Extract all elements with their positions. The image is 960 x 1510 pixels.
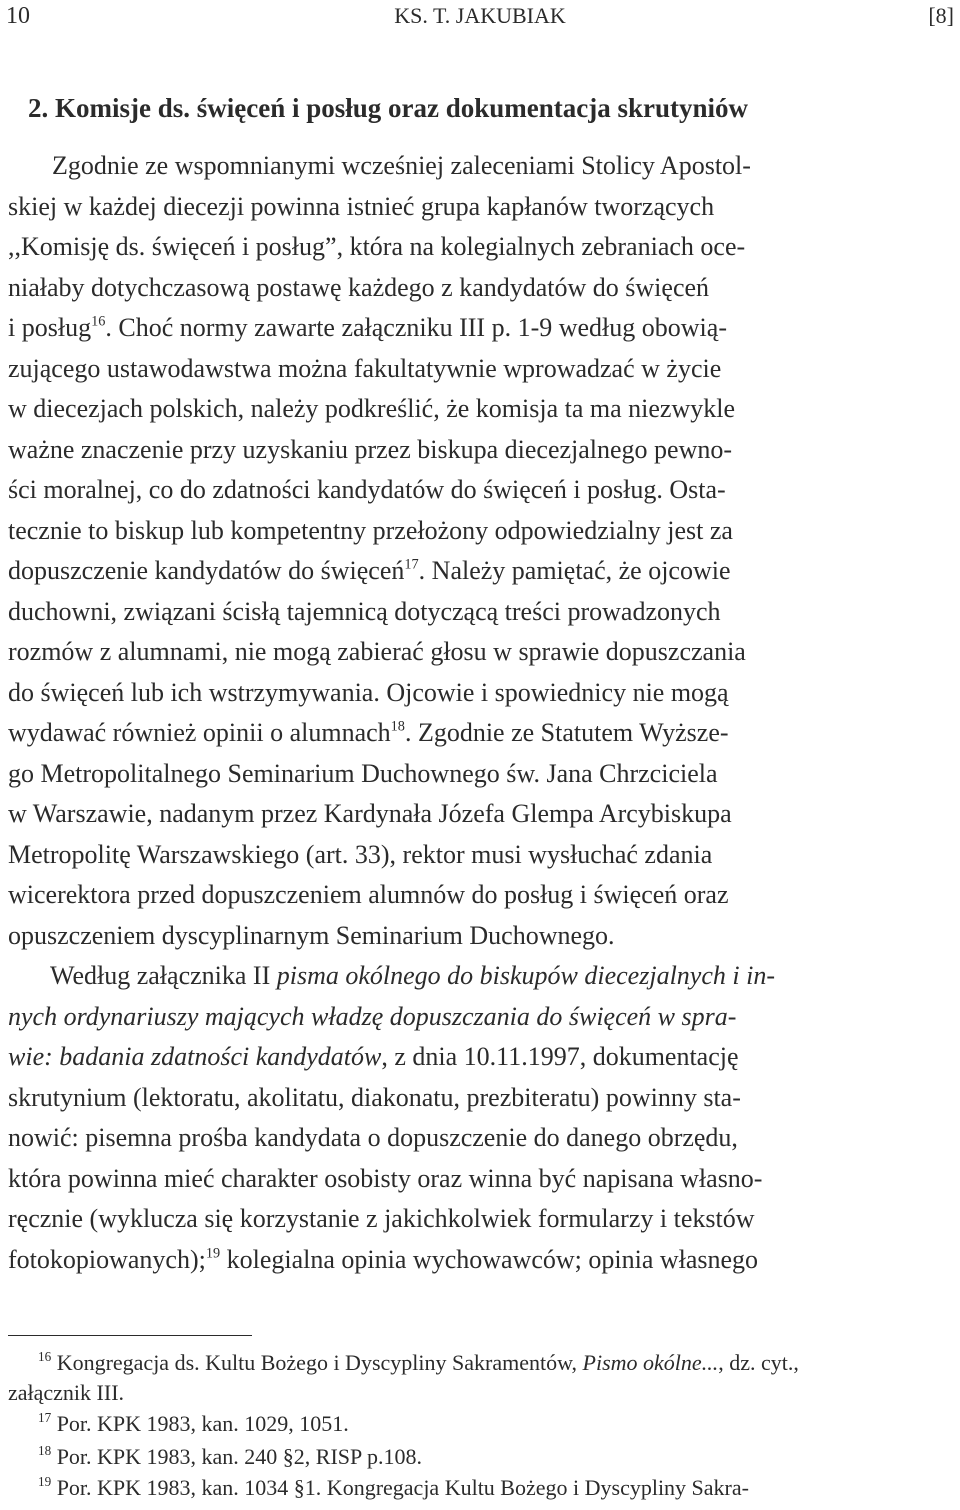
body-line: Według załącznika II pisma okólnego do biskupów diecezjalnych i in- — [50, 961, 775, 990]
body-line: go Metropolitalnego Seminarium Duchownego św. Jana Chrzciciela — [8, 758, 718, 788]
body-line: i posług$^{16}$. Choć normy zawarte załączniku III p. 1-9 według obowią- — [8, 313, 727, 342]
footnote-16: $^{16}$ Kongregacja ds. Kultu Bożego i Dyscypliny Sakramentów, Pismo okólne..., dz. cyt., — [38, 1348, 799, 1375]
body-line: dopuszczenie kandydatów do święceń$^{17}$. Należy pamiętać, że ojcowie — [8, 556, 731, 585]
body-line: skrutynium (lektoratu, akolitatu, diakonatu, prezbiteratu) powinny sta- — [8, 1082, 741, 1112]
body-line: ręcznie (wyklucza się korzystanie z jakichkolwiek formularzy i tekstów — [8, 1204, 755, 1233]
body-line: duchowni, związani ścisłą tajemnicą dotyczącą treści prowadzonych — [8, 596, 721, 626]
body-line: ważne znaczenie przy uzyskaniu przez biskupa diecezjalnego pewno- — [8, 434, 733, 464]
section-title: 2. Komisje ds. święceń i posług oraz dokumentacja skrutyniów — [28, 93, 749, 123]
section-number: [8] — [928, 3, 954, 28]
body-line: w diecezjach polskich, należy podkreślić, że komisja ta ma niezwykle — [8, 394, 735, 423]
body-line: ,,Komisję ds. święceń i posług”, która na kolegialnych zebraniach oce- — [8, 232, 746, 261]
body-line: rozmów z alumnami, nie mogą zabierać głosu w sprawie dopuszczania — [8, 637, 746, 666]
running-head-author: KS. T. JAKUBIAK — [394, 3, 566, 28]
body-line: opuszczeniem dyscyplinarnym Seminarium Duchownego. — [8, 920, 615, 950]
body-line: skiej w każdej diecezji powinna istnieć grupa kapłanów tworzących — [8, 191, 715, 221]
body-line: nowić: pisemna prośba kandydata o dopuszczenie do danego obrzędu, — [8, 1123, 738, 1152]
body-line: fotokopiowanych);$^{19}$ kolegialna opinia wychowawców; opinia własnego — [8, 1244, 759, 1274]
footnote-16-cont: załącznik III. — [8, 1380, 125, 1405]
page-number: 10 — [6, 3, 30, 29]
footnote-17: $^{17}$ Por. KPK 1983, kan. 1029, 1051. — [38, 1409, 349, 1436]
body-line: Zgodnie ze wspomnianymi wcześniej zaleceniami Stolicy Apostol- — [52, 151, 751, 180]
body-line: wydawać również opinii o alumnach$^{18}$. Zgodnie ze Statutem Wyższe- — [8, 718, 729, 747]
body-line: wie: badania zdatności kandydatów, z dnia 10.11.1997, dokumentację — [8, 1042, 739, 1071]
running-header — [0, 0, 960, 32]
body-line: Metropolitę Warszawskiego (art. 33), rektor musi wysłuchać zdania — [8, 839, 713, 869]
body-line: która powinna mieć charakter osobisty oraz winna być napisana własno- — [8, 1163, 763, 1193]
footnote-18: $^{18}$ Por. KPK 1983, kan. 240 §2, RISP p.108. — [38, 1442, 422, 1469]
body-line: tecznie to biskup lub kompetentny przełożony odpowiedzialny jest za — [8, 515, 733, 545]
body-line: niałaby dotychczasową postawę każdego z kandydatów do święceń — [8, 272, 710, 302]
body-line: nych ordynariuszy mających władzę dopuszczania do święceń w spra- — [8, 1001, 737, 1031]
footnote-ref-16[interactable]: 16 — [91, 313, 106, 330]
body-text — [8, 146, 954, 1280]
footnote-ref-18[interactable]: 18 — [390, 718, 405, 735]
footnote-separator — [8, 1335, 252, 1336]
body-line: do święceń lub ich wstrzymywania. Ojcowie i spowiednicy nie mogą — [8, 677, 729, 707]
footnote-ref-17[interactable]: 17 — [404, 556, 419, 573]
body-line: wicerektora przed dopuszczeniem alumnów do posług i święceń oraz — [8, 880, 729, 909]
body-line: ści moralnej, co do zdatności kandydatów do święceń i posług. Osta- — [8, 475, 726, 504]
footnote-19: $^{19}$ Por. KPK 1983, kan. 1034 §1. Kongregacja Kultu Bożego i Dyscypliny Sakra- — [38, 1473, 749, 1500]
footnote-ref-19[interactable]: 19 — [205, 1244, 221, 1261]
body-line: w Warszawie, nadanym przez Kardynała Józefa Glempa Arcybiskupa — [8, 799, 732, 828]
body-line: zującego ustawodawstwa można fakultatywnie wprowadzać w życie — [8, 353, 722, 383]
